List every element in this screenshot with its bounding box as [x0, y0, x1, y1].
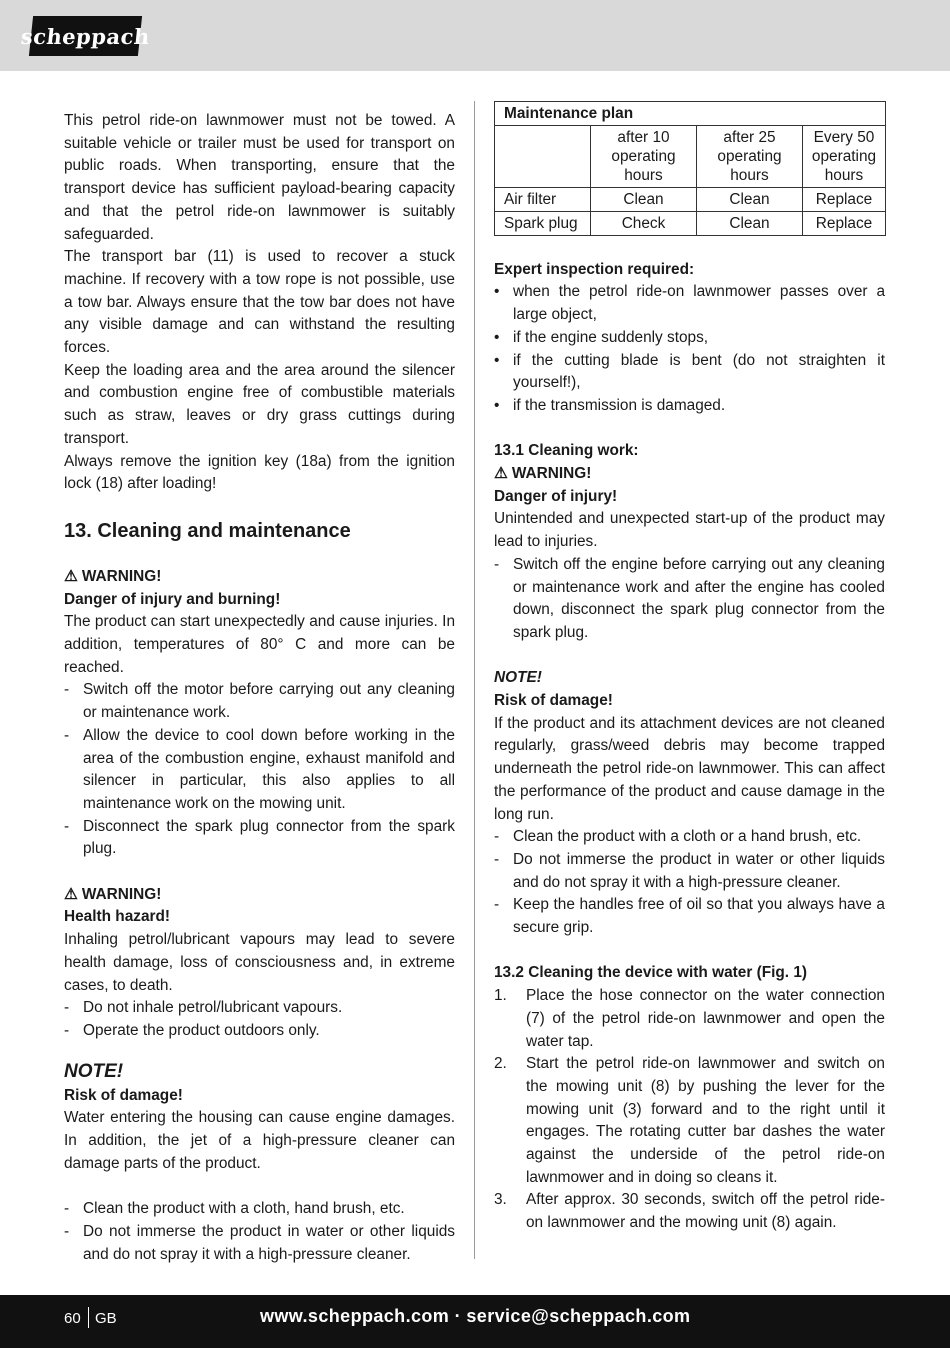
warning-title: Health hazard!: [64, 908, 171, 926]
page-header: [0, 0, 950, 71]
note-label: NOTE!: [64, 1060, 124, 1082]
list-item: 1. Place the hose connector on the water connection (7) of the petrol ride-on lawnmower and open the water tap.: [494, 987, 885, 1050]
paragraph: This petrol ride-on lawnmower must not be towed. A suitable vehicle or trailer must be used for transport on public roads. When transporting, ensure that the transport device has sufficient payload-bearing capacity and that the petrol ride-on lawnmower is suitably safeguarded.: [64, 112, 455, 243]
warning-title: Danger of injury and burning!: [64, 590, 281, 608]
paragraph: Always remove the ignition key (18a) from the ignition lock (18) after loading!: [64, 452, 455, 493]
list-item: • when the petrol ride-on lawnmower passes over a large object,: [494, 283, 885, 324]
note-title: Risk of damage!: [494, 692, 613, 710]
list-item: - Keep the handles free of oil so that you always have a secure grip.: [494, 896, 885, 937]
table-cell: Replace: [803, 212, 886, 236]
brand-logo: scheppach: [29, 16, 142, 56]
paragraph: The transport bar (11) is used to recover a stuck machine. If recovery with a tow rope is not possible, use a tow bar. Always ensure that the tow bar does not have any visible damage and can withstand the resulting forces.: [64, 248, 455, 357]
page-number: 60: [64, 1310, 81, 1327]
list-item: - Operate the product outdoors only.: [64, 1022, 320, 1039]
table-header-cell: Every 50 operating hours: [803, 126, 886, 188]
list-item: - Clean the product with a cloth or a hand brush, etc.: [494, 828, 862, 846]
list-item: - Disconnect the spark plug connector from the spark plug.: [64, 817, 455, 858]
paragraph: Unintended and unexpected start-up of the product may lead to injuries.: [494, 510, 885, 551]
table-cell: Clean: [697, 212, 803, 236]
list-item: - Switch off the engine before carrying out any cleaning or maintenance work and after the engine has cooled down, disconnect the spark plug connector from the spark plug.: [494, 555, 885, 641]
paragraph: If the product and its attachment devices are not cleaned regularly, grass/weed debris may become trapped underneath the petrol ride-on lawnmower. This can affect the performance of the product and cause damage in the long run.: [494, 714, 885, 823]
right-column: [494, 101, 885, 1235]
warning-label: ⚠ WARNING!: [494, 463, 885, 486]
list-item: - Clean the product with a cloth, hand brush, etc.: [64, 1200, 405, 1218]
table-cell: Check: [591, 212, 697, 236]
table-header-cell: after 25 operating hours: [697, 126, 803, 188]
list-item: - Allow the device to cool down before working in the area of the combustion engine, exhaust manifold and silencer in particular, this also applies to all maintenance work on the mowing unit.: [64, 726, 455, 812]
note-label: NOTE!: [494, 669, 542, 687]
list-item: - Do not immerse the product in water or other liquids and do not spray it with a high-pressure cleaner.: [64, 1222, 455, 1263]
list-item: • if the engine suddenly stops,: [494, 328, 709, 346]
warning-title: Danger of injury!: [494, 487, 618, 505]
table-cell: Clean: [591, 188, 697, 212]
table-row: [495, 188, 886, 212]
page-footer: [0, 1295, 950, 1348]
paragraph: Keep the loading area and the area around the silencer and combustion engine free of combustible materials such as straw, leaves or dry grass cuttings during transport.: [64, 361, 455, 447]
warning-triangle-icon: ⚠: [64, 885, 78, 903]
column-divider: [474, 101, 475, 1259]
paragraph: The product can start unexpectedly and cause injuries. In addition, temperatures of 80° C and more can be reached.: [64, 613, 455, 676]
warning-label: ⚠ WARNING!: [64, 566, 455, 589]
table-cell: Replace: [803, 188, 886, 212]
table-header-cell: after 10 operating hours: [591, 126, 697, 188]
list-item: 2. Start the petrol ride-on lawnmower and switch on the mowing unit (8) by pushing the lever for the mowing unit (3) forward and to the right until it engages. The rotating cutter bar dashes the water against the underside of the petrol ride-on lawnmower and in doing so cleans it.: [494, 1055, 885, 1186]
list-item: - Switch off the motor before carrying out any cleaning or maintenance work.: [64, 681, 455, 722]
warning-triangle-icon: ⚠: [64, 567, 78, 585]
table-cell: Spark plug: [495, 212, 591, 236]
note-title: Risk of damage!: [64, 1086, 183, 1104]
paragraph: Water entering the housing can cause engine damages. In addition, the jet of a high-pressure cleaner can damage parts of the product.: [64, 1109, 455, 1172]
list-item: • if the transmission is damaged.: [494, 396, 726, 414]
list-item: - Do not inhale petrol/lubricant vapours.: [64, 999, 343, 1017]
warning-label: ⚠ WARNING!: [64, 884, 455, 907]
list-item: • if the cutting blade is bent (do not straighten it yourself!),: [494, 351, 885, 392]
warning-triangle-icon: ⚠: [494, 465, 508, 482]
left-column: [64, 110, 455, 1266]
subsection-title: 13.1 Cleaning work:: [494, 442, 639, 460]
paragraph: Inhaling petrol/lubricant vapours may lead to severe health damage, loss of consciousness and, in extreme cases, to death.: [64, 931, 455, 994]
section-title: 13. Cleaning and maintenance: [64, 519, 351, 542]
table-row: [495, 212, 886, 236]
footer-separator: [88, 1307, 89, 1328]
list-item: - Do not immerse the product in water or other liquids and do not spray it with a high-pressure cleaner.: [494, 850, 885, 891]
maintenance-plan-table: [494, 101, 886, 236]
table-cell: Air filter: [495, 188, 591, 212]
table-header-cell: [495, 126, 591, 188]
subheading: Expert inspection required:: [494, 260, 695, 278]
language-code: GB: [95, 1310, 117, 1327]
list-item: 3. After approx. 30 seconds, switch off the petrol ride-on lawnmower and the mowing unit (8) again.: [494, 1191, 885, 1232]
table-row: [495, 126, 886, 188]
table-title: Maintenance plan: [495, 102, 886, 126]
footer-contact: www.scheppach.com · service@scheppach.com: [260, 1306, 691, 1326]
table-cell: Clean: [697, 188, 803, 212]
subsection-title: 13.2 Cleaning the device with water (Fig. 1): [494, 964, 808, 982]
